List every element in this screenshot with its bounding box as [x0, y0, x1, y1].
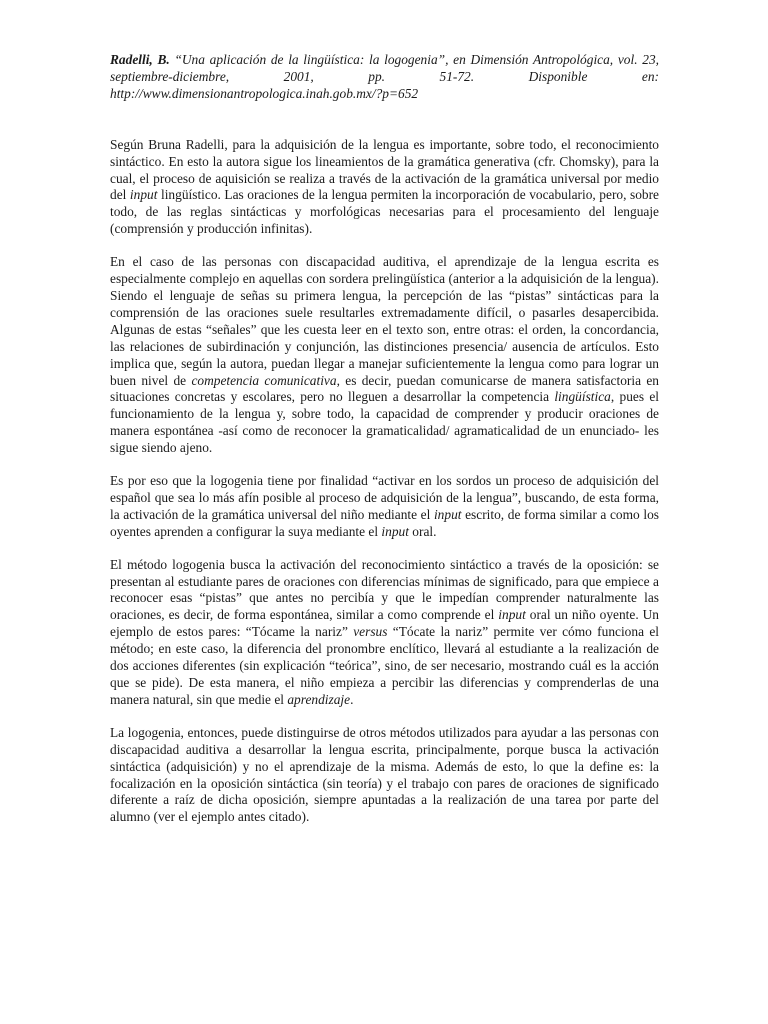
italic-term: input: [433, 506, 462, 522]
paragraph-text: , pues el funcionamiento de la lengua y, sobre todo, la capacidad de comprender y producir oraciones de manera espontánea -así como de reconocer la gramaticalidad/ agramaticalidad de un enunciado- les sigue siendo ajeno.: [110, 389, 659, 456]
paragraph-text: El método logogenia busca la activación del reconocimiento sintáctico a través de la oposición: se presentan al estudiante pares de oraciones con diferencias mínimas de significado, para que empiece a reconocer esas “pistas” que antes no percibía y que le impedían comprender naturalmente las oraciones, es decir, de forma espontánea, similar a como comprende el: [110, 556, 659, 623]
italic-term: lingüística: [554, 389, 611, 405]
paragraph-text: lingüístico. Las oraciones de la lengua permiten la incorporación de vocabulario, pero, sobre todo, de las reglas sintácticas y morfológicas necesarias para el procesamiento del lenguaje (comprensión y producción infinitas).: [110, 187, 659, 237]
paragraph-text: En el caso de las personas con discapacidad auditiva, el aprendizaje de la lengua escrita es especialmente complejo en aquellas con sordera prelingüística (anterior a la adquisición de la lengua). Siendo el lenguaje de señas su primera lengua, la percepción de las “pistas” sintácticas para la comprensión de las oraciones suele resultarles extremadamente difícil, o pasarles desapercibida. Algunas de estas “señales” que les cuesta leer en el texto son, entre otras: el orden, la concordancia, las relaciones de subirdinación y conjunción, las distinciones presencia/ ausencia de artículos. Esto implica que, según la autora, puedan llegar a manejar suficientemente la lengua como para lograr un buen nivel de: [110, 254, 659, 388]
paragraph-text: escrito, de forma similar a como los oyentes aprenden a configurar la suya mediante el: [110, 506, 659, 539]
italic-term: input: [498, 607, 526, 623]
italic-term: input: [129, 187, 158, 203]
italic-term: versus: [353, 624, 388, 640]
reference-author: Radelli, B.: [110, 52, 170, 67]
paragraph-text: Es por eso que la logogenia tiene por finalidad “activar en los sordos un proceso de adquisición del español que sea lo más afín posible al proceso de adquisición de la lengua”, buscando, de esta forma, la activación de la gramática universal del niño mediante el: [110, 473, 659, 522]
paragraph: [110, 473, 659, 541]
paragraph-text: .: [350, 691, 354, 707]
paragraph-text: oral.: [408, 523, 437, 539]
paragraph: [110, 557, 659, 709]
paragraph: [110, 137, 659, 238]
italic-term: aprendizaje: [287, 691, 351, 707]
paragraph-text: La logogenia, entonces, puede distinguirse de otros métodos utilizados para ayudar a las personas con discapacidad auditiva a desarrollar la lengua escrita, principalmente, porque busca la activación sintáctica (adquisición) y no el aprendizaje de la misma. Además de esto, lo que la define es: la focalización en la oposición sintáctica (sin teoría) y el trabajo con pares de oraciones de significado diferente a raíz de dicha oposición, siempre apuntadas a la realización de una tarea por parte del alumno (ver el ejemplo antes citado).: [110, 724, 659, 825]
paragraph-text: oral un niño oyente. Un ejemplo de estos pares: “Tócame la nariz”: [110, 607, 659, 640]
bibliographic-reference: [110, 52, 659, 103]
paragraph-text: Según Bruna Radelli, para la adquisición de la lengua es importante, sobre todo, el reconocimiento sintáctico. En esto la autora sigue los lineamientos de la gramática generativa (cfr. Chomsky), para la cual, el proceso de aquisición se realiza a través de la activación de la gramática universal por medio del: [110, 136, 659, 203]
paragraph-text: “Tócate la nariz” permite ver cómo funciona el método; en este caso, la diferencia del pronombre enclítico, llevará al estudiante a la realización de dos acciones diferentes (sin explicación “teórica”, sino, de ser necesario, mostrando cuál es la acción que se pide). De esta manera, el niño empieza a percibir las diferencias y comprenderlas de una manera natural, sin que medie el: [110, 624, 659, 707]
italic-term: input: [381, 523, 409, 539]
document-page: [110, 52, 659, 842]
italic-term: competencia comunicativa: [191, 372, 337, 388]
paragraph: [110, 725, 659, 826]
reference-details: “Una aplicación de la lingüística: la logogenia”, en Dimensión Antropológica, vol. 23, septiembre-diciembre, 2001, pp. 51-72. Disponible en: http://www.dimensionantropologica.inah.gob.mx/?p=652: [110, 52, 659, 101]
paragraph-text: , es decir, puedan comunicarse de manera satisfactoria en situaciones concretas y escolares, pero no lleguen a desarrollar la competencia: [110, 372, 659, 405]
body-text: [110, 137, 659, 827]
paragraph: [110, 254, 659, 457]
